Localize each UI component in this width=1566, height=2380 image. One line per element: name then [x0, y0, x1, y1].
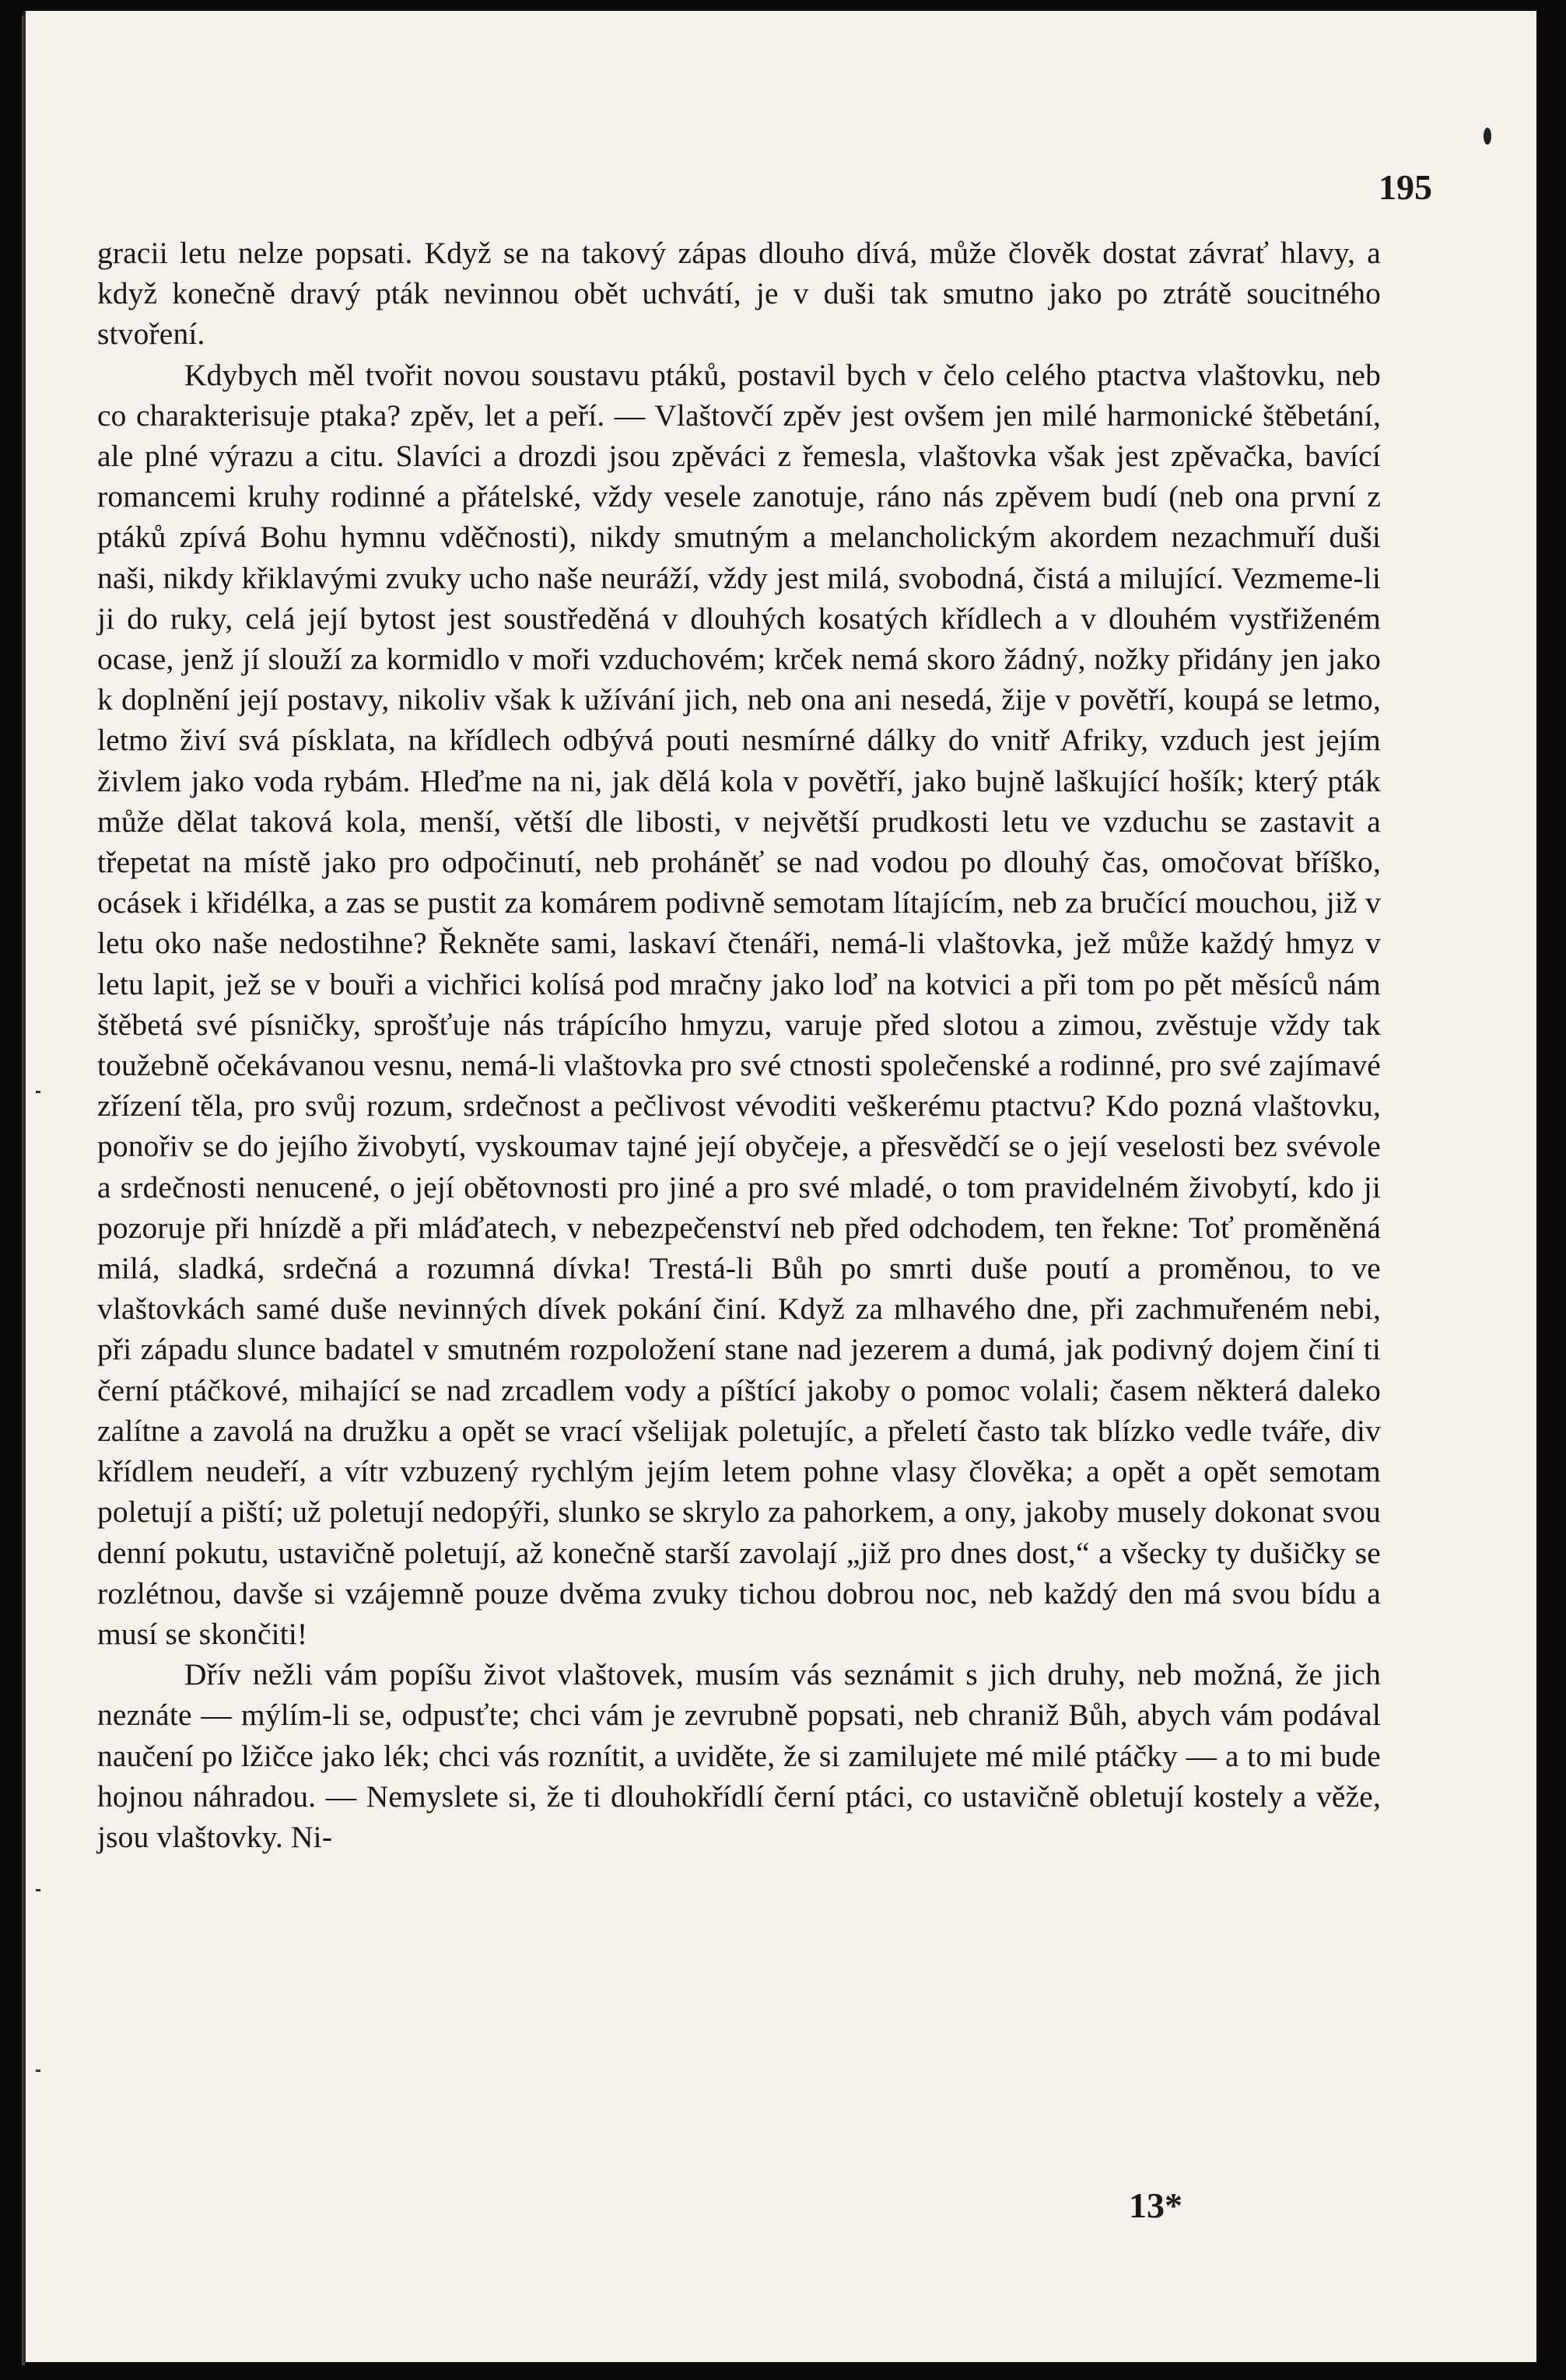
paragraph-3: Dřív nežli vám popíšu život vlaštovek, musím vás seznámit s jich druhy, neb možná, že jich neznáte — mýlím-li se, odpusťte; chci vám je zevrubně popsati, neb chraniž Bůh, abych vám podával naučení po lžičce jako lék; chci vás roznítit, a uviděte, že si zamilujete mé milé ptáčky — a to mi bude hojnou náhradou. — Nemyslete si, že ti dlouhokřídlí černí ptáci, co ustavičně obletují kostely a věže, jsou vlaštovky. Ni- [97, 1657, 1381, 1854]
book-page [23, 11, 1536, 2362]
margin-tick [36, 1889, 40, 1891]
margin-tick [36, 2070, 40, 2072]
ink-speck [1484, 128, 1491, 145]
body-text [97, 233, 1381, 1857]
signature-mark: 13* [1129, 2185, 1182, 2225]
paragraph-1: gracii letu nelze popsati. Když se na takový zápas dlouho dívá, může člověk dostat závrať hlavy, a když konečně dravý pták nevinnou obět uchvátí, je v duši tak smutno jako po ztrátě soucitného stvoření. [97, 236, 1381, 352]
paragraph-2: Kdybych měl tvořit novou soustavu ptáků, postavil bych v čelo celého ptactva vlaštovku, neb co charakterisuje ptaka? zpěv, let a peří. — Vlaštovčí zpěv jest ovšem jen milé harmonické štěbetání, ale plné výrazu a citu. Slavíci a drozdi jsou zpěváci z řemesla, vlaštovka však jest zpěvačka, bavící romancemi kruhy rodinné a přátelské, vždy vesele zanotuje, ráno nás zpěvem budí (neb ona první z ptáků zpívá Bohu hymnu vděčnosti), nikdy smutným a melancholickým akordem nezachmuří duši naši, nikdy křiklavými zvuky ucho naše neuráží, vždy jest milá, svobodná, čistá a milující. Vezmeme-li ji do ruky, celá její bytost jest soustředěná v dlouhých kosatých křídlech a v dlouhém vystřiženém ocase, jenž jí slouží za kormidlo v moři vzduchovém; krček nemá skoro žádný, nožky přidány jen jako k doplnění její postavy, nikoliv však k užívání jich, neb ona ani nesedá, žije v povětří, koupá se letmo, letmo živí svá písklata, na křídlech odbývá pouti nesmírné dálky do vnitř Afriky, vzduch jest jejím živlem jako voda rybám. Hleďme na ni, jak dělá kola v povětří, jako bujně laškující hošík; který pták může dělat taková kola, menší, větší dle libosti, v největší prudkosti letu ve vzduchu se zastavit a třepetat na místě jako pro odpočinutí, neb proháněť se nad vodou po dlouhý čas, omočovat bříško, ocásek i křidélka, a zas se pustit za komárem podivně semotam lítajícím, neb za bručící mouchou, již v letu oko naše nedostihne? Řekněte sami, laskaví čtenáři, nemá-li vlaštovka, jež může každý hmyz v letu lapit, jež se v bouři a vichřici kolísá pod mračny jako loď na kotvici a při tom po pět měsíců nám štěbetá své písničky, sprošťuje nás trápícího hmyzu, varuje před slotou a zimou, zvěstuje vždy tak toužebně očekávanou vesnu, nemá-li vlaštovka pro své ctnosti společenské a rodinné, pro své zajímavé zřízení těla, pro svůj rozum, srdečnost a pečlivost vévoditi veškerému ptactvu? Kdo pozná vlaštovku, ponořiv se do jejího živobytí, vyskoumav tajné její obyčeje, a přesvědčí se o její veselosti bez svévole a srdečnosti nenucené, o její obětovnosti pro jiné a pro své mladé, o tom pravidelném živobytí, kdo ji pozoruje při hnízdě a při mláďatech, v nebezpečenství neb před odchodem, ten řekne: Toť proměněná milá, sladká, srdečná a rozumná dívka! Trestá-li Bůh po smrti duše poutí a proměnou, to ve vlaštovkách samé duše nevinných dívek pokání činí. Když za mlhavého dne, při zachmuřeném nebi, při západu slunce badatel v smutném rozpoložení stane nad jezerem a dumá, jak podivný dojem činí ti černí ptáčkové, mihající se nad zrcadlem vody a píštící jakoby o pomoc volali; časem některá daleko zalítne a zavolá na družku a opět se vrací všelijak poletujíc, a přeletí často tak blízko vedle tváře, div křídlem neudeří, a vítr vzbuzený rychlým jejím letem pohne vlasy člověka; a opět a opět semotam poletují a piští; už poletují nedopýři, slunko se skrylo za pahorkem, a ony, jakoby musely dokonat svou denní pokutu, ustavičně poletují, až konečně starší zavolají „již pro dnes dost,“ a všecky ty dušičky se rozlétnou, davše si vzájemně pouze dvěma zvuky tichou dobrou noc, neb každý den má svou bídu a musí se skončiti! [97, 357, 1381, 1651]
page-number: 195 [1379, 167, 1432, 207]
margin-tick [36, 1091, 40, 1093]
